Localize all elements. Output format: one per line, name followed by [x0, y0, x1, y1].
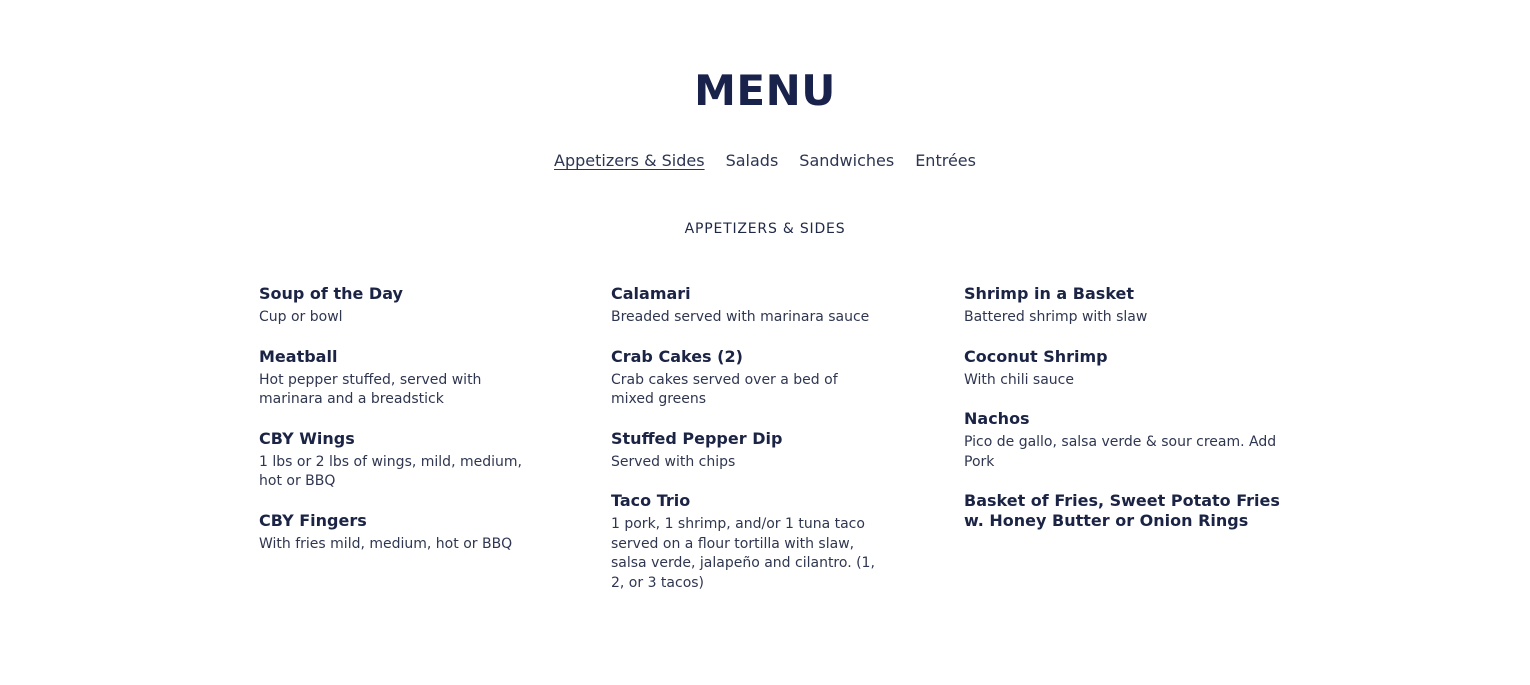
menu-item-name: CBY Fingers [259, 510, 367, 530]
menu-item-name: Shrimp in a Basket [964, 284, 1135, 303]
menu-item-name: Calamari [611, 284, 691, 303]
menu-category-tabs [0, 150, 1530, 172]
menu-item-name: Taco Trio [611, 491, 691, 510]
menu-item-name: Basket of Fries, Sweet Potato Fries w. Honey Butter or Onion Rings [964, 491, 1280, 530]
menu-item-description: 1 lbs or 2 lbs of wings, mild, medium, hot or BBQ [259, 453, 522, 489]
section-heading: APPETIZERS & SIDES [684, 221, 846, 237]
menu-item [611, 284, 881, 328]
menu-item-description: Crab cakes served over a bed of mixed greens [611, 371, 838, 407]
menu-item-description: 1 pork, 1 shrimp, and/or 1 tuna taco served on a flour tortilla with slaw, salsa verde, jalapeño and cilantro. (1, 2, or 3 tacos) [611, 516, 875, 591]
menu-item-name: CBY Wings [259, 428, 355, 448]
menu-item-description: With chili sauce [964, 371, 1074, 388]
menu-item [964, 347, 1284, 391]
menu-item-name: Soup of the Day [259, 284, 403, 303]
menu-item [259, 284, 534, 328]
tab-salads[interactable]: Salads [725, 151, 779, 170]
menu-item-name: Meatball [259, 346, 338, 366]
menu-item [611, 347, 881, 410]
menu-column-1 [259, 284, 534, 573]
menu-item-description: Pico de gallo, salsa verde & sour cream. Add Pork [964, 434, 1277, 470]
menu-item [964, 491, 1284, 531]
menu-item [259, 429, 534, 492]
menu-column-3 [964, 284, 1284, 550]
menu-item [964, 284, 1284, 328]
menu-item-name: Nachos [964, 409, 1030, 428]
menu-item-description: With fries mild, medium, hot or BBQ [259, 535, 513, 552]
menu-item [611, 429, 881, 473]
tab-entrees[interactable]: Entrées [915, 151, 976, 170]
menu-item-description: Battered shrimp with slaw [964, 309, 1148, 325]
menu-item [611, 491, 881, 593]
menu-item [259, 511, 534, 555]
menu-item-name: Crab Cakes (2) [611, 346, 743, 366]
menu-item-description: Hot pepper stuffed, served with marinara and a breadstick [259, 371, 482, 407]
menu-item-description: Served with chips [611, 453, 736, 470]
page-title: MENU [694, 66, 836, 115]
menu-item-name: Coconut Shrimp [964, 346, 1108, 366]
menu-column-2 [611, 284, 881, 612]
menu-item [964, 409, 1284, 472]
menu-item-name: Stuffed Pepper Dip [611, 428, 783, 448]
menu-item [259, 347, 534, 410]
tab-sandwiches[interactable]: Sandwiches [799, 151, 895, 170]
tab-appetizers-sides[interactable]: Appetizers & Sides [554, 151, 705, 170]
menu-item-description: Breaded served with marinara sauce [611, 309, 870, 325]
menu-item-description: Cup or bowl [259, 309, 343, 325]
